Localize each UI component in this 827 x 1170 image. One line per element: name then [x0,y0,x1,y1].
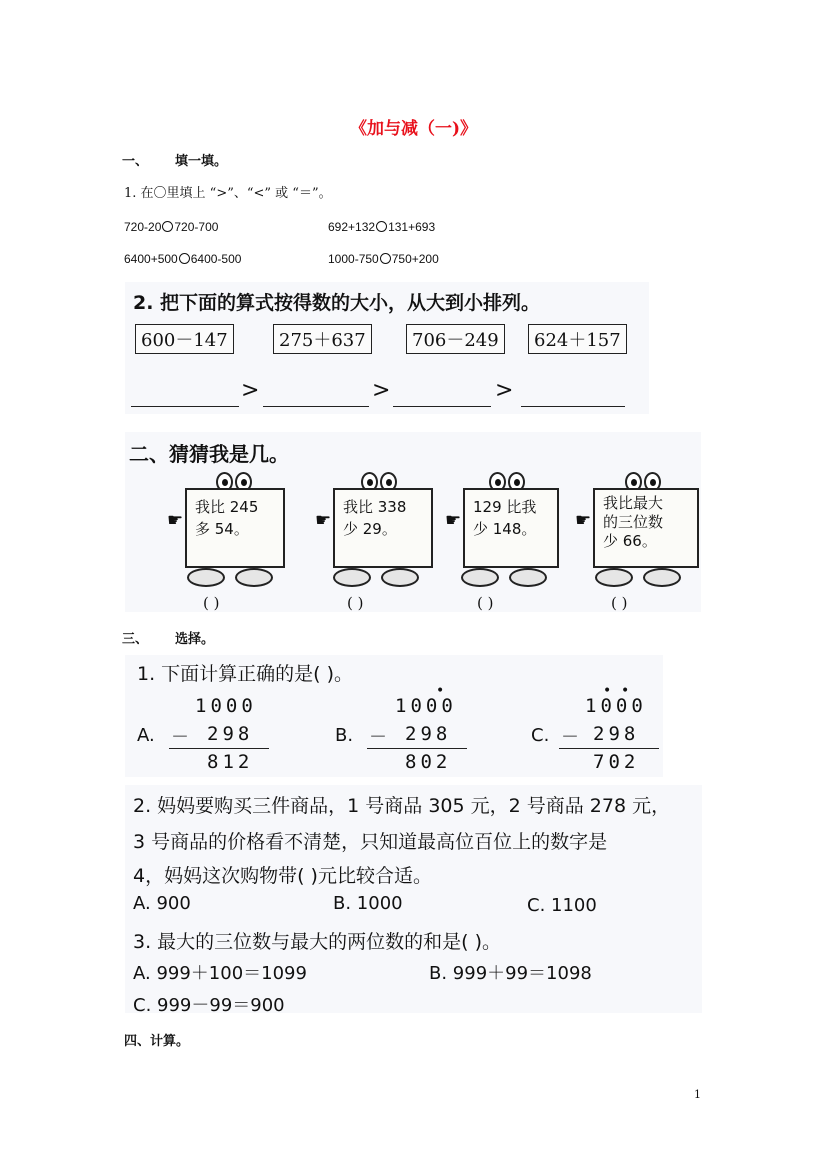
compare-circle[interactable] [162,221,173,232]
expression-box: 600－147 [135,324,234,354]
section-4-heading: 四、计算。 [124,1034,190,1049]
compare-item: 1000-750 750+200 [328,252,439,266]
answer-paren[interactable]: ( ) [477,594,494,612]
pointing-hand-icon: ☛ [315,510,332,531]
q3-prompt: 3. 最大的三位数与最大的两位数的和是( )。 [133,931,502,953]
borrow-dot: • [436,683,445,699]
q2-line-1: 2. 妈妈要购买三件商品，1 号商品 305 元，2 号商品 278 元， [133,795,671,817]
page-number: 1 [694,1088,701,1101]
number-character [445,470,571,612]
page-title: 《加与减（一)》 [349,119,478,139]
number-character [575,470,701,612]
section-3-number: 三、 [122,632,149,647]
character-sign: 我比 245 多 54。 [185,488,285,568]
choice-q2-q3-panel [125,785,702,1016]
q2-line-3: 4，妈妈这次购物带( )元比较合适。 [133,865,432,887]
expression-box: 275＋637 [273,324,372,354]
answer-paren[interactable]: ( ) [347,594,364,612]
pointing-hand-icon: ☛ [167,510,184,531]
compare-item: 6400+500 6400-500 [124,252,242,266]
q3-option-b[interactable]: B. 999＋99＝1098 [429,963,592,984]
answer-blank[interactable] [263,406,369,407]
compare-circle[interactable] [380,253,391,264]
greater-than-sign: > [372,378,391,403]
vertical-subtraction-option[interactable]: • 1000 B. － 298 802 [335,695,475,775]
section-1-heading: 填一填。 [175,154,228,169]
sort-task-prompt: 2. 把下面的算式按得数的大小，从大到小排列。 [133,292,541,314]
vertical-subtraction-option[interactable]: • • 1000 C. － 298 702 [531,695,661,775]
answer-paren[interactable]: ( ) [203,594,220,612]
q3-option-a[interactable]: A. 999＋100＝1099 [133,963,307,984]
character-sign: 我比 338 少 29。 [333,488,433,568]
number-character [315,470,441,612]
compare-item: 692+132 131+693 [328,220,436,234]
q1-prompt: 1. 下面计算正确的是( )。 [137,663,354,685]
compare-circle[interactable] [376,221,387,232]
sort-task-panel [125,282,649,414]
section-1-instruction: 1. 在〇里填上 “>”、“<” 或 “＝”。 [124,186,332,201]
choice-q1-panel [125,655,663,777]
section-3-heading: 选择。 [175,632,215,647]
compare-circle[interactable] [179,253,190,264]
answer-blank[interactable] [393,406,491,407]
borrow-dot: • [603,683,612,699]
expression-box: 706－249 [406,324,505,354]
character-sign: 129 比我 少 148。 [463,488,559,568]
section-1-number: 一、 [122,154,149,169]
pointing-hand-icon: ☛ [575,510,592,531]
q3-option-c[interactable]: C. 999－99＝900 [133,995,285,1016]
compare-item: 720-20 720-700 [124,220,219,234]
q2-option-c[interactable]: C. 1100 [527,895,597,916]
vertical-subtraction-option[interactable]: 1000 A. － 298 812 [137,695,277,775]
answer-blank[interactable] [131,406,239,407]
guess-heading: 二、猜猜我是几。 [129,442,289,466]
answer-paren[interactable]: ( ) [611,594,628,612]
borrow-dot: • [621,683,630,699]
pointing-hand-icon: ☛ [445,510,462,531]
answer-blank[interactable] [521,406,625,407]
greater-than-sign: > [495,378,514,403]
character-sign: 我比最大 的三位数 少 66。 [593,488,699,568]
expression-box: 624＋157 [528,324,627,354]
guess-panel [125,432,701,612]
number-character [167,470,293,612]
q2-option-a[interactable]: A. 900 [133,893,191,914]
q2-line-2: 3 号商品的价格看不清楚，只知道最高位百位上的数字是 [133,831,608,853]
q2-option-b[interactable]: B. 1000 [333,893,403,914]
greater-than-sign: > [241,378,260,403]
